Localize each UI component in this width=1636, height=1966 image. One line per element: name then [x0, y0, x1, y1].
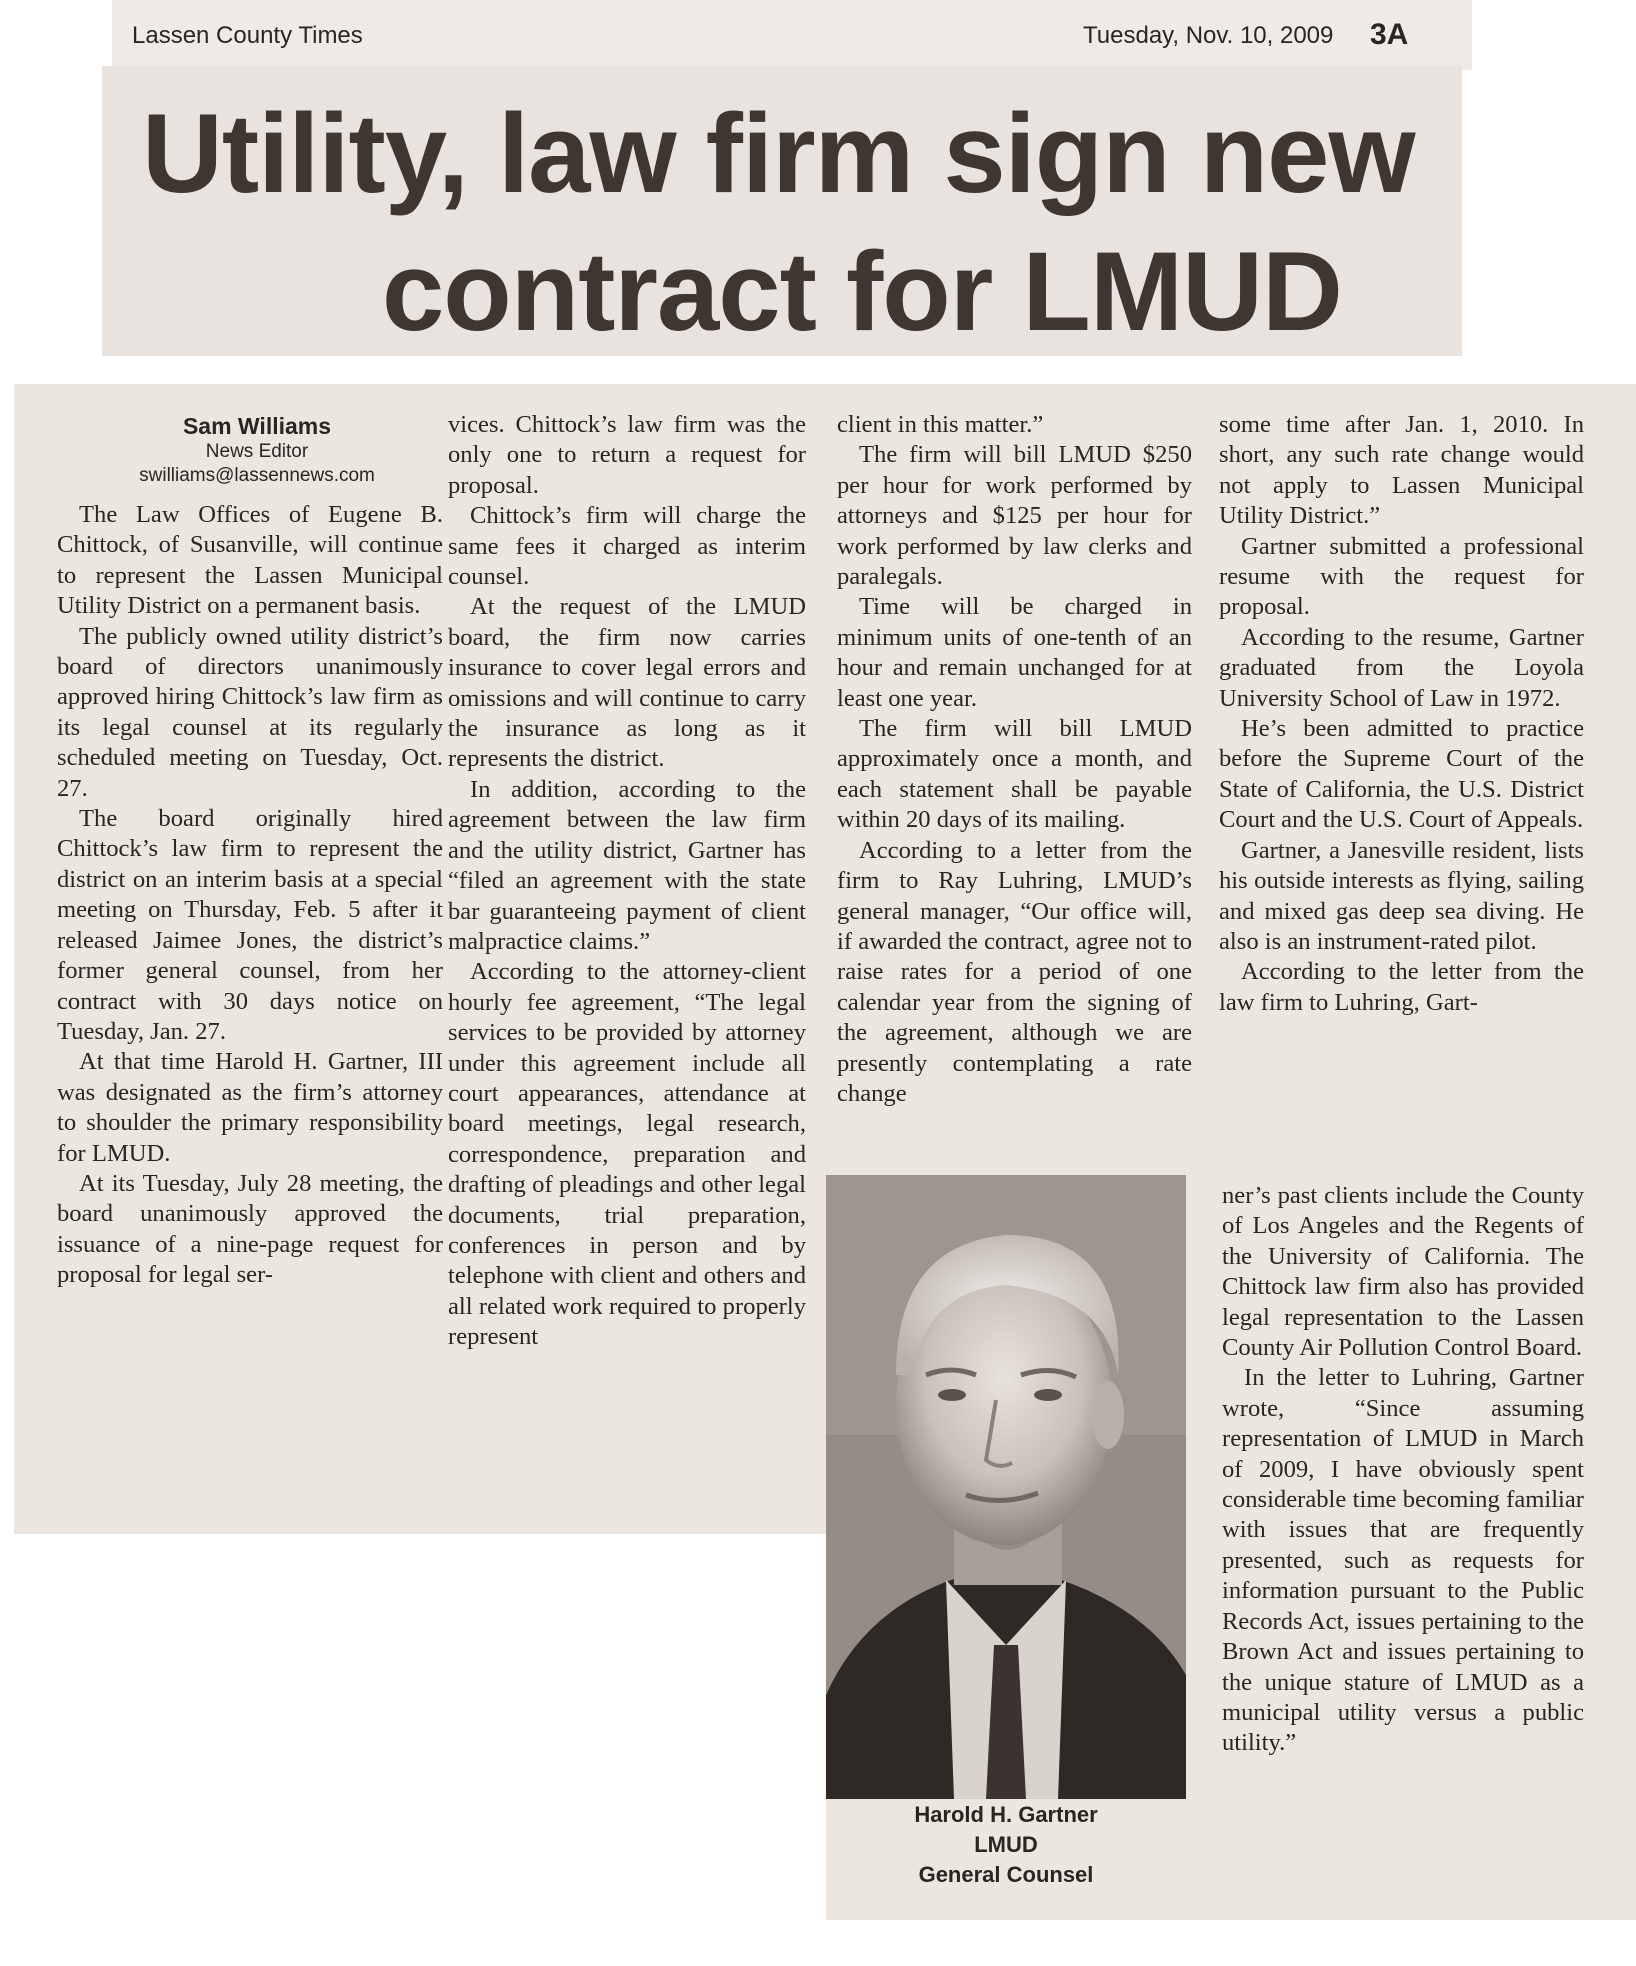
paragraph: In the letter to Luhring, Gartner wrote, “Since assuming representation of LMUD in March of 2009, I have obviously spent considerable time becoming familiar with issues that are frequently presented, such as requests for information pursuant to the Public Records Act, issues pertaining to the Brown Act and issues pertaining to the unique stature of LMUD as a municipal utility versus a public utility.” [1222, 1364, 1584, 1757]
byline [70, 412, 444, 488]
article-column-3 [837, 410, 1192, 1109]
paragraph: Time will be charged in minimum units of one-tenth of an hour and remain unchanged for at least one year. [837, 593, 1192, 712]
paragraph-continued: ner’s past clients include the County of Los Angeles and the Regents of the University of California. The Chittock law firm also has provided legal representation to the Lassen County Air Pollution Control Board. [1222, 1182, 1584, 1362]
paragraph-continued: some time after Jan. 1, 2010. In short, any such rate change would not apply to Lassen Municipal Utility District.” [1219, 411, 1584, 530]
publication-date: Tuesday, Nov. 10, 2009 [1083, 22, 1334, 49]
paragraph: According to the letter from the law firm to Luhring, Gart- [1219, 958, 1584, 1016]
paragraph: At its Tuesday, July 28 meeting, the board unanimously approved the issuance of a nine-page request for proposal for legal ser- [57, 1169, 443, 1289]
paragraph: According to a letter from the firm to Ray Luhring, LMUD’s general manager, “Our office will, if awarded the contract, agree not to raise rates for a period of one calendar year from the signing of the agreement, although we are presently contemplating a rate change [837, 836, 1192, 1107]
paragraph-continued: vices. Chittock’s law firm was the only one to return a request for proposal. [448, 411, 806, 499]
paragraph: The firm will bill LMUD $250 per hour for work performed by attorneys and $125 per hour for work performed by law clerks and paralegals. [837, 441, 1192, 591]
headline-line-2: contract for LMUD [382, 229, 1342, 354]
paragraph: The Law Offices of Eugene B. Chittock, of Susanville, will continue to represent the Lassen Municipal Utility District on a permanent basis. [57, 501, 443, 620]
article-column-1 [57, 500, 443, 1291]
paragraph: Gartner submitted a professional resume with the request for proposal. [1219, 532, 1584, 621]
article-column-4-lower [1222, 1181, 1584, 1759]
portrait-photo [826, 1175, 1186, 1799]
publication-name: Lassen County Times [132, 22, 363, 49]
page-number: 3A [1370, 18, 1409, 51]
paragraph: Gartner, a Janesville resident, lists his outside interests as flying, sailing and mixed gas deep sea diving. He also is an instrument-rated pilot. [1219, 836, 1584, 955]
paragraph: He’s been admitted to practice before the Supreme Court of the State of California, the U.S. District Court and the U.S. Court of Appeals. [1219, 715, 1584, 834]
headline-line-1: Utility, law firm sign new [142, 91, 1415, 216]
photo-caption [826, 1800, 1186, 1890]
paragraph: Chittock’s firm will charge the same fees it charged as interim counsel. [448, 502, 806, 591]
paragraph: At that time Harold H. Gartner, III was designated as the firm’s attorney to shoulder the primary responsibility for LMUD. [57, 1048, 443, 1167]
paragraph: The publicly owned utility district’s board of directors unanimously approved hiring Chittock’s law firm as its legal counsel at its regularly scheduled meeting on Tuesday, Oct. 27. [57, 622, 443, 802]
article-column-4 [1219, 410, 1584, 1018]
paragraph: According to the resume, Gartner graduated from the Loyola University School of Law in 1972. [1219, 623, 1584, 712]
byline-name: Sam Williams [182, 413, 332, 439]
caption-name: Harold H. Gartner [914, 1802, 1098, 1827]
paragraph-continued: client in this matter.” [837, 411, 1044, 438]
paragraph: According to the attorney-client hourly fee agreement, “The legal services to be provided by attorney under this agreement include all court appearances, attendance at board meetings, legal research, correspondence, preparation and drafting of pleadings and other legal documents, trial preparation, conferences in person and by telephone with client and others and all related work required to properly represent [448, 958, 806, 1351]
caption-title: General Counsel [918, 1862, 1094, 1887]
article-column-2 [448, 410, 806, 1353]
paragraph: In addition, according to the agreement between the law firm and the utility district, Gartner has “filed an agreement with the state bar guaranteeing payment of client malpractice claims.” [448, 775, 806, 955]
portrait-illustration [826, 1175, 1186, 1799]
caption-organization: LMUD [974, 1832, 1038, 1857]
byline-role: News Editor [205, 441, 309, 462]
paragraph: The board originally hired Chittock’s law firm to represent the district on an interim basis at a special meeting on Thursday, Feb. 5 after it released Jaimee Jones, the district’s former general counsel, from her contract with 30 days notice on Tuesday, Jan. 27. [57, 805, 443, 1045]
paragraph: The firm will bill LMUD approximately once a month, and each statement shall be payable within 20 days of its mailing. [837, 715, 1192, 834]
paragraph: At the request of the LMUD board, the firm now carries insurance to cover legal errors and omissions and will continue to carry the insurance as long as it represents the district. [448, 593, 806, 773]
byline-email: swilliams@lassennews.com [139, 465, 375, 486]
